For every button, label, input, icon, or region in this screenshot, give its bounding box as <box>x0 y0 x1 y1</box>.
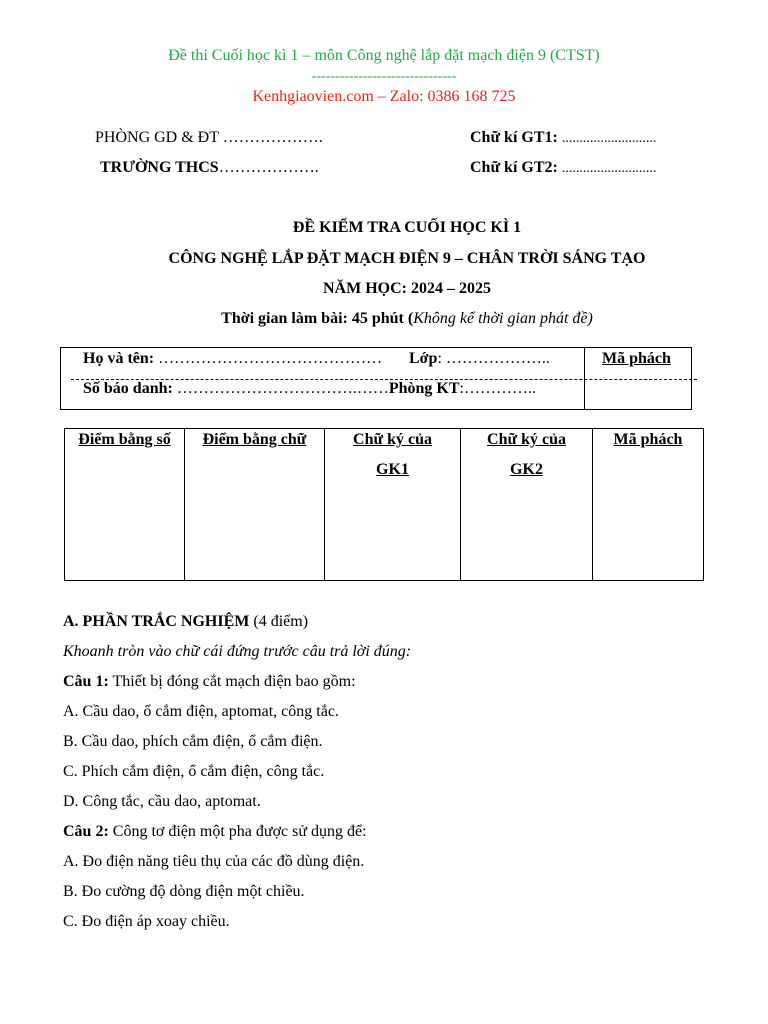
code-header: Mã phách <box>613 431 683 448</box>
gt1-line <box>470 128 656 149</box>
exam-title: ĐỀ KIỂM TRA CUỐI HỌC KÌ 1 <box>292 219 522 236</box>
gt2-line <box>470 158 656 179</box>
time-note: Không kể thời gian phát đề) <box>413 310 593 327</box>
class-field[interactable] <box>409 349 550 369</box>
section-a-title: A. PHẦN TRẮC NGHIỆM <box>63 613 250 630</box>
gk1-signature-cell[interactable] <box>325 429 461 581</box>
exam-year: NĂM HỌC: 2024 – 2025 <box>323 280 491 297</box>
score-table <box>64 428 704 581</box>
exam-time <box>0 309 768 329</box>
gt1-dots: ........................... <box>561 131 657 146</box>
name-dots: …………………………………… <box>158 350 383 367</box>
room-dots: :………….. <box>459 380 536 397</box>
score-word-header: Điểm bằng chữ <box>202 431 307 448</box>
banner-separator: ------------------------------- <box>311 69 457 84</box>
gt2-dots: ........................... <box>561 161 657 176</box>
class-dots: : ……………….. <box>437 350 550 367</box>
q2-option-c[interactable]: C. Đo điện áp xoay chiều. <box>63 913 230 930</box>
gk1-header: Chữ ký của <box>353 431 432 448</box>
question-2-text: Công tơ điện một pha được sử dụng để: <box>112 823 367 840</box>
question-2-label: Câu 2: <box>63 823 109 840</box>
student-info-box <box>60 347 692 410</box>
dept-line <box>95 128 323 148</box>
gt1-label: Chữ kí GT1: <box>470 129 558 146</box>
banner-title: Đề thi Cuối học kì 1 – môn Công nghệ lắp đặt mạch điện 9 (CTST) <box>168 47 600 64</box>
q2-option-a[interactable]: A. Đo điện năng tiêu thụ của các đồ dùng điện. <box>63 853 365 870</box>
gt2-label: Chữ kí GT2: <box>470 159 558 176</box>
school-dots: ………………. <box>218 159 319 176</box>
time-label: Thời gian làm bài: 45 phút <box>221 310 404 327</box>
school-label: TRƯỜNG THCS <box>100 159 219 176</box>
q1-option-b[interactable]: B. Cầu dao, phích cắm điện, ổ cắm điện. <box>63 733 323 750</box>
school-line <box>100 158 319 178</box>
question-2 <box>63 822 367 842</box>
q2-option-b[interactable]: B. Đo cường độ dòng điện một chiều. <box>63 883 305 900</box>
section-a-instruction: Khoanh tròn vào chữ cái đứng trước câu trả lời đúng: <box>63 643 412 660</box>
score-number-cell[interactable] <box>65 429 185 581</box>
sbd-label: Số báo danh: <box>83 380 173 397</box>
gk2-header: Chữ ký của <box>487 431 566 448</box>
score-word-cell[interactable] <box>185 429 325 581</box>
exam-subject: CÔNG NGHỆ LẮP ĐẶT MẠCH ĐIỆN 9 – CHÂN TRỜI SÁNG TẠO <box>168 250 646 267</box>
sbd-dots: …………………………….…… <box>176 380 389 397</box>
name-field[interactable] <box>83 349 382 369</box>
dept-label: PHÒNG GD & ĐT <box>95 129 219 146</box>
sbd-field[interactable] <box>83 379 536 399</box>
banner-source: Kenhgiaovien.com – Zalo: 0386 168 725 <box>252 88 516 105</box>
gk2-subheader: GK2 <box>510 461 543 478</box>
class-label: Lớp <box>409 350 438 367</box>
section-a-points: (4 điểm) <box>253 613 309 630</box>
gk1-subheader: GK1 <box>376 461 409 478</box>
code-cell[interactable] <box>593 429 704 581</box>
score-number-header: Điểm bằng số <box>78 431 171 448</box>
q1-option-a[interactable]: A. Cầu dao, ổ cắm điện, aptomat, công tắc. <box>63 703 339 720</box>
time-note-open: ( <box>407 310 414 327</box>
section-a-heading <box>63 612 308 632</box>
question-1 <box>63 672 356 692</box>
q1-option-c[interactable]: C. Phích cắm điện, ổ cắm điện, công tắc. <box>63 763 325 780</box>
q1-option-d[interactable]: D. Công tắc, cầu dao, aptomat. <box>63 793 261 810</box>
question-1-text: Thiết bị đóng cắt mạch điện bao gồm: <box>112 673 356 690</box>
code-label: Mã phách <box>602 350 671 367</box>
room-label: Phòng KT <box>388 380 460 397</box>
name-label: Họ và tên: <box>83 350 155 367</box>
dept-dots: ………………. <box>222 129 323 146</box>
gk2-signature-cell[interactable] <box>461 429 593 581</box>
question-1-label: Câu 1: <box>63 673 109 690</box>
